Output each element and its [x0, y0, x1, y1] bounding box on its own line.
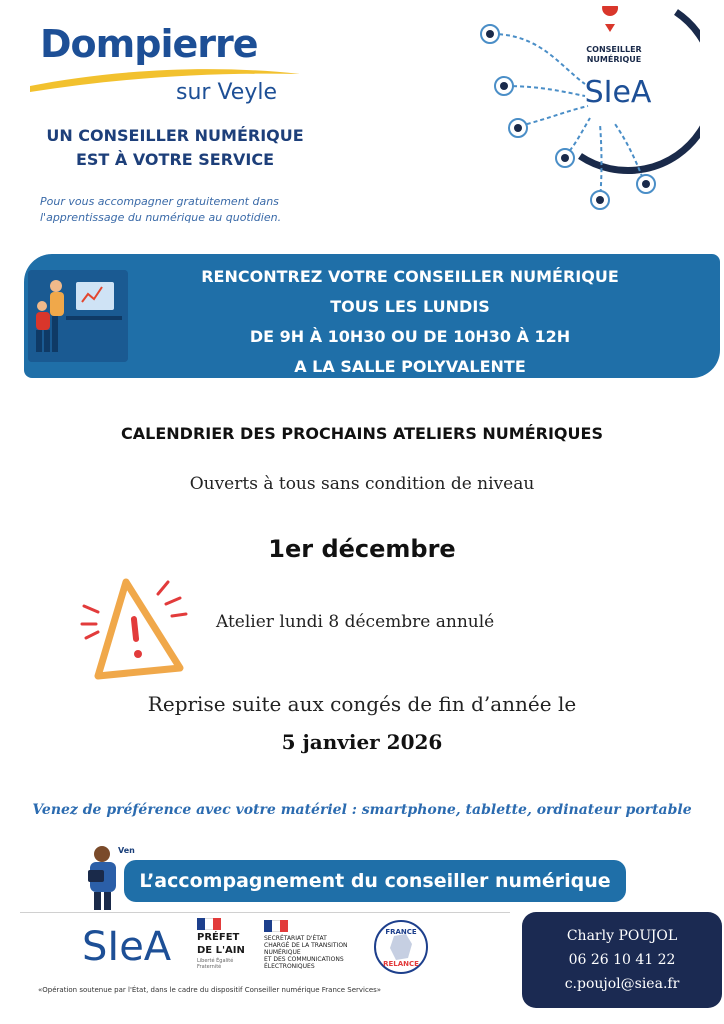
secretariat-logo — [264, 920, 374, 970]
contact-card — [522, 912, 722, 1008]
prefet-line1: PRÉFET — [197, 932, 240, 943]
banner-line-2: TOUS LES LUNDIS — [330, 297, 490, 316]
town-logo-name: Dompierre — [40, 22, 258, 66]
pill-small-label: Ven — [118, 846, 135, 855]
headline — [20, 124, 330, 172]
secretariat-line-2: CHARGÉ DE LA TRANSITION — [264, 942, 348, 949]
secretariat-line-5: ÉLECTRONIQUES — [264, 963, 315, 970]
banner-line-3: DE 9H À 10H30 OU DE 10H30 À 12H — [249, 327, 571, 346]
contact-email[interactable]: c.poujol@siea.fr — [564, 976, 680, 992]
secretariat-line-3: NUMÉRIQUE — [264, 949, 301, 956]
next-workshop-date: 1er décembre — [268, 535, 456, 563]
badge-bottom-text: RELANCE — [383, 960, 419, 968]
contact-name: Charly POUJOL — [566, 928, 678, 944]
headline-line2: EST À VOTRE SERVICE — [75, 150, 275, 169]
banner-line-1: RENCONTREZ VOTRE CONSEILLER NUMÉRIQUE — [201, 267, 619, 286]
town-logo-suffix: sur Veyle — [176, 80, 277, 105]
france-relance-badge-icon — [372, 918, 430, 976]
tagline-line2: l'apprentissage du numérique au quotidien. — [40, 211, 282, 224]
conseiller-numerique-logo — [470, 6, 700, 216]
footer-fine-print: «Opération soutenue par l'État, dans le cadre du dispositif Conseiller numérique France Services» — [38, 986, 382, 994]
secretariat-line-1: SECRÉTARIAT D'ÉTAT — [264, 935, 327, 942]
headline-line1: UN CONSEILLER NUMÉRIQUE — [46, 126, 304, 145]
cancellation-notice: Atelier lundi 8 décembre annulé — [216, 612, 495, 632]
logo-caption-2: NUMÉRIQUE — [586, 55, 642, 64]
prefet-motto: Liberté Égalité Fraternité — [197, 958, 234, 970]
accompaniment-pill: L’accompagnement du conseiller numérique — [124, 860, 626, 902]
tagline — [40, 194, 340, 226]
prefet-logo — [197, 918, 255, 970]
calendar-subtitle: Ouverts à tous sans condition de niveau — [189, 474, 535, 494]
calendar-title: CALENDRIER DES PROCHAINS ATELIERS NUMÉRIQUES — [121, 424, 603, 443]
banner-line-4: A LA SALLE POLYVALENTE — [294, 357, 526, 376]
equipment-advice: Venez de préférence avec votre matériel : smartphone, tablette, ordinateur portable — [32, 802, 692, 818]
warning-triangle-icon — [80, 572, 192, 684]
tagline-line1: Pour vous accompagner gratuitement dans — [40, 195, 279, 208]
badge-top-text: FRANCE — [385, 928, 417, 936]
siea-footer-logo: SIeA — [82, 924, 172, 970]
logo-caption-1: CONSEILLER — [586, 45, 642, 54]
reprise-date: 5 janvier 2026 — [281, 730, 443, 754]
french-flag-icon — [264, 920, 288, 932]
secretariat-line-4: ET DES COMMUNICATIONS — [264, 956, 344, 963]
reprise-text: Reprise suite aux congés de fin d’année le — [147, 692, 577, 716]
contact-phone[interactable]: 06 26 10 41 22 — [568, 952, 676, 968]
computer-user-illustration-icon — [28, 270, 128, 362]
footer-divider — [20, 912, 510, 913]
banner-text — [130, 262, 690, 382]
logo-siea-text: SIeA — [584, 75, 652, 110]
french-flag-icon — [197, 918, 221, 930]
prefet-line2: DE L'AIN — [197, 945, 245, 956]
